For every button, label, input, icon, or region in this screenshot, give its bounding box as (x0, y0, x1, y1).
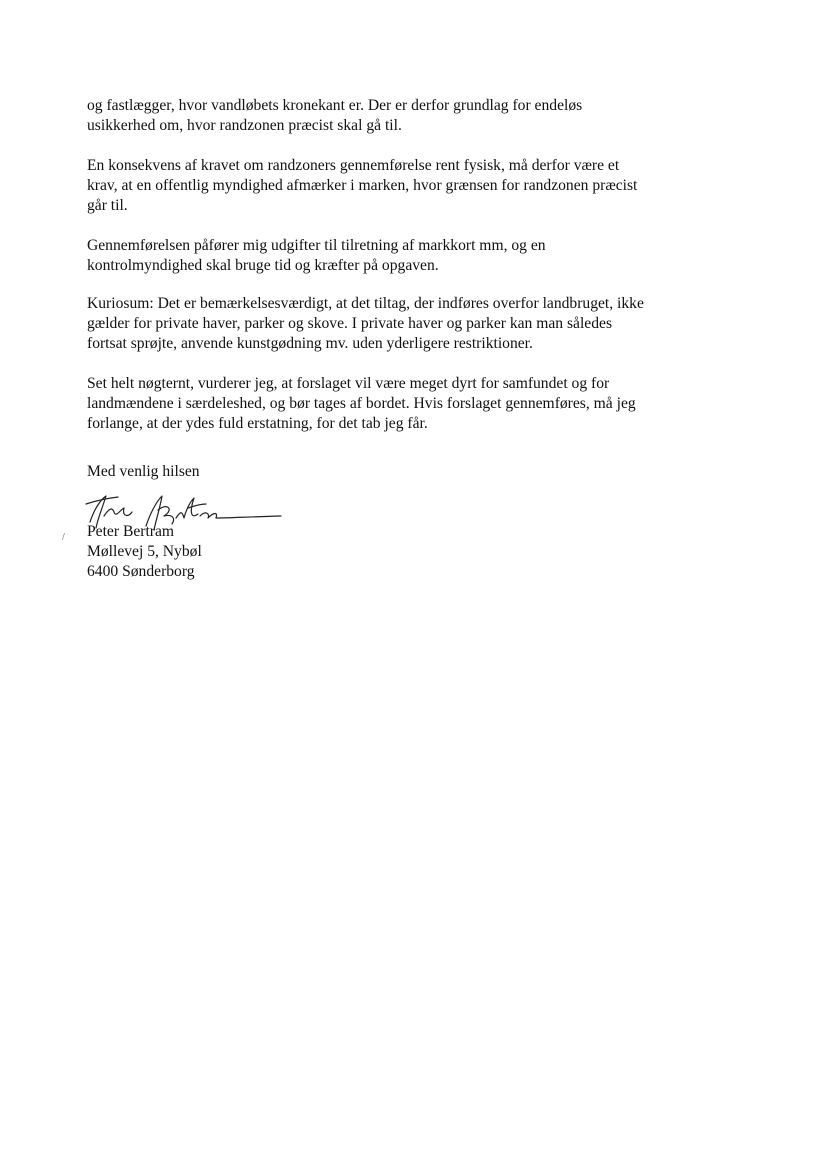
paragraph-line: forlange, at der ydes fuld erstatning, for det tab jeg får. (87, 415, 428, 432)
sender-street: Møllevej 5, Nybøl (87, 543, 202, 560)
paragraph-5 (87, 374, 767, 434)
paragraph-3 (87, 236, 767, 276)
paragraph-line: gælder for private haver, parker og skove. I private haver og parker kan man således (87, 315, 613, 332)
sender-address (87, 522, 202, 582)
paragraph-line: Set helt nøgternt, vurderer jeg, at forslaget vil være meget dyrt for samfundet og for (87, 375, 610, 392)
paragraph-2 (87, 156, 767, 216)
paragraph-line: usikkerhed om, hvor randzonen præcist skal gå til. (87, 117, 402, 134)
paragraph-1 (87, 96, 767, 136)
paragraph-line: krav, at en offentlig myndighed afmærker i marken, hvor grænsen for randzonen præcist (87, 177, 638, 194)
sender-city: 6400 Sønderborg (87, 563, 195, 580)
stray-mark: / (62, 532, 65, 543)
paragraph-line: Kuriosum: Det er bemærkelsesværdigt, at det tiltag, der indføres overfor landbruget, ikke (87, 295, 644, 312)
paragraph-line: kontrolmyndighed skal bruge tid og kræfter på opgaven. (87, 257, 439, 274)
paragraph-4 (87, 294, 767, 354)
paragraph-line: går til. (87, 197, 128, 214)
paragraph-line: fortsat sprøjte, anvende kunstgødning mv. uden yderligere restriktioner. (87, 335, 533, 352)
sender-name: Peter Bertram (87, 523, 175, 540)
paragraph-line: En konsekvens af kravet om randzoners gennemførelse rent fysisk, må derfor være et (87, 157, 620, 174)
closing-greeting: Med venlig hilsen (87, 463, 200, 480)
paragraph-line: Gennemførelsen påfører mig udgifter til tilretning af markkort mm, og en (87, 237, 546, 254)
paragraph-line: og fastlægger, hvor vandløbets kronekant er. Der er derfor grundlag for endeløs (87, 97, 583, 114)
paragraph-line: landmændene i særdeleshed, og bør tages af bordet. Hvis forslaget gennemføres, må jeg (87, 395, 636, 412)
